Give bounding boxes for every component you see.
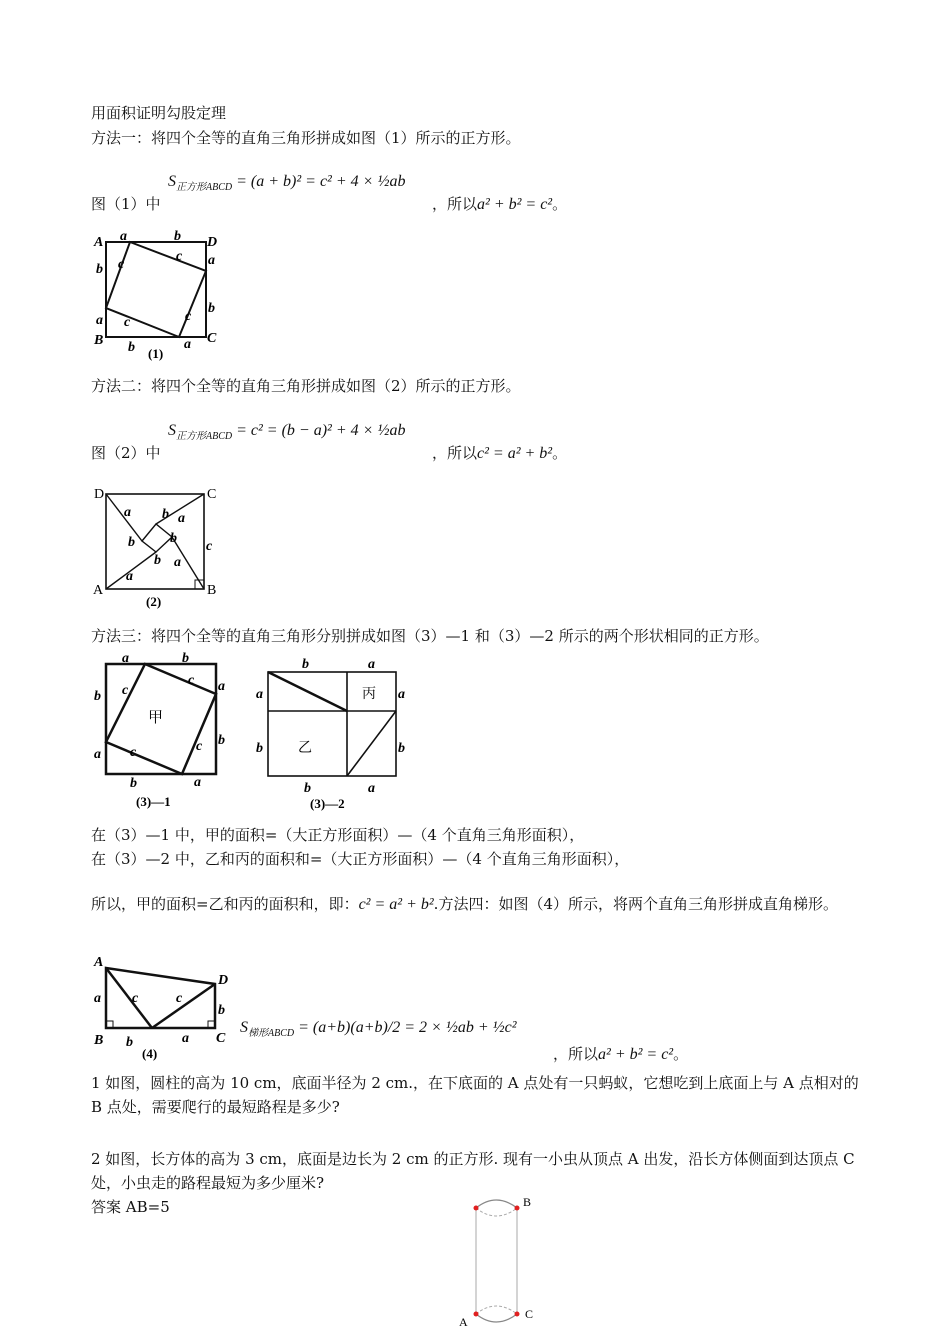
answer: 答案 AB=5 — [91, 1198, 170, 1216]
caption-1: (1) — [148, 346, 164, 361]
label-a1: a — [124, 505, 131, 520]
label-D: D — [218, 973, 229, 988]
svg-text:a: a — [122, 651, 129, 666]
trapezoid — [106, 968, 215, 1028]
label-a4: a — [126, 569, 133, 584]
label-b1: b — [128, 535, 135, 550]
label-c: c — [206, 539, 213, 554]
label-a3: a — [96, 313, 103, 328]
caption-2: (2) — [146, 594, 162, 609]
svg-text:b: b — [304, 781, 311, 796]
method3-line3: 所以，甲的面积=乙和丙的面积和，即：c² = a² + b².方法四：如图（4）所示，将两个直角三角形拼成直角梯形。 — [91, 895, 838, 913]
label-B: B — [94, 1033, 104, 1048]
label-bing: 丙 — [362, 687, 376, 702]
svg-text:c: c — [188, 673, 195, 688]
method2-lead: 图（2）中 — [91, 444, 161, 462]
label-b4: b — [128, 340, 135, 355]
svg-text:b: b — [218, 733, 225, 748]
label-yi: 乙 — [298, 741, 312, 756]
label-a2: a — [208, 253, 215, 268]
method4-therefore: ，所以a² + b² = c²。 — [553, 1045, 689, 1063]
label-a2: a — [178, 511, 185, 526]
method4-formula: $S_{梯形ABCD} = (a+b)(a+b)/2 = 2$ × ½ab + ½c² — [240, 1019, 517, 1040]
label-c3: c — [185, 309, 192, 324]
method2-therefore: ，所以c² = a² + b²。 — [432, 444, 568, 462]
label-B: B — [207, 583, 217, 598]
label-A: A — [459, 1315, 468, 1329]
label-a3: a — [174, 555, 181, 570]
svg-text:a: a — [398, 687, 405, 702]
label-a2: a — [182, 1031, 189, 1046]
label-c2: c — [176, 249, 183, 264]
figure-2 — [90, 484, 230, 612]
label-D: D — [94, 487, 105, 502]
label-B: B — [523, 1195, 532, 1209]
method1-lead: 图（1）中 — [91, 195, 161, 213]
label-B: B — [94, 333, 104, 348]
label-C: C — [207, 331, 217, 346]
figure-4 — [90, 952, 240, 1062]
svg-text:b: b — [130, 776, 137, 791]
caption-4: (4) — [142, 1046, 158, 1061]
label-D: D — [207, 235, 218, 250]
figure-3-2 — [252, 650, 412, 810]
svg-text:b: b — [182, 651, 189, 666]
svg-text:a: a — [368, 657, 375, 672]
cylinder-figure — [455, 1188, 555, 1333]
svg-text:c: c — [196, 739, 203, 754]
method3-line2: 在（3）—2 中，乙和丙的面积和=（大正方形面积）—（4 个直角三角形面积）， — [91, 850, 630, 868]
label-b4: b — [154, 553, 161, 568]
label-A: A — [94, 235, 104, 250]
label-a1: a — [120, 229, 127, 244]
label-a1: a — [94, 991, 101, 1006]
svg-text:a: a — [218, 679, 225, 694]
label-A: A — [94, 955, 104, 970]
caption-3-1: (3)—1 — [136, 794, 171, 809]
svg-text:a: a — [368, 781, 375, 796]
label-b2: b — [162, 507, 169, 522]
method3-intro: 方法三：将四个全等的直角三角形分别拼成如图（3）—1 和（3）—2 所示的两个形状相同的正方形。 — [91, 627, 769, 645]
label-b1: b — [218, 1003, 225, 1018]
label-c1: c — [118, 257, 125, 272]
label-jia: 甲 — [148, 710, 164, 726]
label-c2: c — [176, 991, 183, 1006]
figure-3-1 — [90, 650, 230, 810]
problem-2: 2 如图，长方体的高为 3 cm，底面是边长为 2 cm 的正方形. 现有一小虫从顶点 A 出发，沿长方体侧面到达顶点 C 处，小虫走的路程最短为多少厘米? — [91, 1150, 855, 1192]
method2-formula: $S_{正方形ABCD} = c^2 = (b - a)^2 + 4$ × ½ab — [168, 422, 406, 443]
label-C: C — [525, 1307, 534, 1321]
label-A: A — [93, 583, 104, 598]
svg-text:a: a — [256, 687, 263, 702]
label-C: C — [207, 487, 217, 502]
label-b2: b — [208, 301, 215, 316]
svg-text:b: b — [302, 657, 309, 672]
outer-square — [106, 494, 204, 589]
svg-text:b: b — [398, 741, 405, 756]
svg-text:a: a — [194, 775, 201, 790]
label-C: C — [216, 1031, 226, 1046]
method3-line1: 在（3）—1 中，甲的面积=（大正方形面积）—（4 个直角三角形面积）， — [91, 826, 585, 844]
doc-title: 用面积证明勾股定理 — [91, 104, 227, 122]
label-b3: b — [170, 531, 177, 546]
label-a4: a — [184, 337, 191, 352]
caption-3-2: (3)—2 — [310, 796, 345, 811]
label-c1: c — [132, 991, 139, 1006]
method1-formula: $S_{正方形ABCD} = (a + b)^2 = c^2 + 4$ × ½ab — [168, 173, 406, 194]
svg-text:a: a — [94, 747, 101, 762]
label-b3: b — [96, 262, 103, 277]
svg-text:c: c — [130, 745, 137, 760]
method1-therefore: ，所以a² + b² = c²。 — [432, 195, 568, 213]
method1-intro: 方法一：将四个全等的直角三角形拼成如图（1）所示的正方形。 — [91, 129, 521, 147]
outer-square — [268, 672, 396, 776]
svg-text:c: c — [122, 683, 129, 698]
problem-1: 1 如图，圆柱的高为 10 cm，底面半径为 2 cm.，在下底面的 A 点处有一只蚂蚁，它想吃到上底面上与 A 点相对的 B 点处，需要爬行的最短路程是多少? — [91, 1074, 859, 1116]
method2-intro: 方法二：将四个全等的直角三角形拼成如图（2）所示的正方形。 — [91, 377, 521, 395]
label-c4: c — [124, 315, 131, 330]
svg-text:b: b — [94, 689, 101, 704]
svg-text:b: b — [256, 741, 263, 756]
figure-1 — [90, 228, 230, 363]
label-b1: b — [174, 229, 181, 244]
label-b2: b — [126, 1035, 133, 1050]
